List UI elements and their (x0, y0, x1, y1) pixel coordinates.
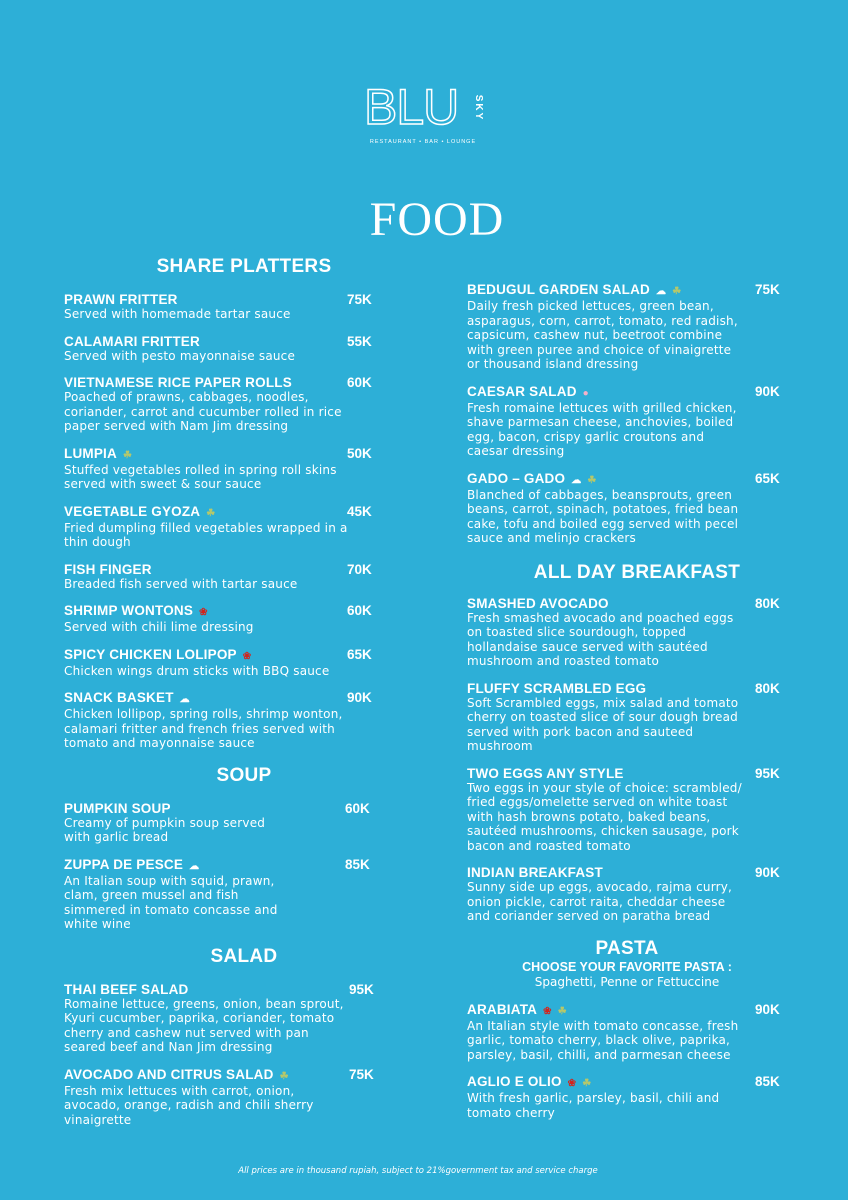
chef-hat-icon: ☁ (189, 860, 200, 872)
menu-item-price: 50K (347, 445, 372, 461)
menu-item-name-text: INDIAN BREAKFAST (467, 865, 603, 880)
logo-tagline: RESTAURANT • BAR • LOUNGE (369, 139, 477, 145)
vegetarian-icon: ☘ (557, 1005, 567, 1017)
salad-right-list (467, 282, 827, 546)
chili-icon: ❀ (242, 650, 252, 662)
page-title: FOOD (369, 193, 505, 246)
menu-item (467, 471, 827, 546)
menu-item (64, 446, 424, 492)
menu-item-description: Stuffed vegetables rolled in spring roll skins served with sweet & sour sauce (64, 462, 337, 491)
menu-item-price: 75K (347, 292, 372, 307)
chili-icon: ❀ (199, 607, 208, 618)
menu-item-name-text: CAESAR SALAD (467, 383, 577, 399)
pork-icon: ● (582, 387, 589, 399)
chef-hat-icon: ☁ (656, 286, 667, 297)
vegetarian-icon: ☘ (279, 1070, 289, 1082)
vegetarian-icon: ☘ (206, 507, 216, 519)
menu-item-name-text: ZUPPA DE PESCE (64, 856, 184, 872)
breakfast-list (467, 596, 827, 924)
menu-item-name-text: ARABIATA (467, 1001, 538, 1017)
menu-item-name (64, 801, 424, 816)
section-title-salad: SALAD (210, 945, 278, 967)
vegetarian-icon: ☘ (122, 449, 133, 461)
menu-item-price: 60K (347, 603, 372, 618)
menu-item-description: Sunny side up eggs, avocado, rajma curry, onion pickle, carrot raita, cheddar cheese and coriander served on paratha bread (467, 880, 733, 923)
left-column (64, 256, 424, 1139)
menu-item-description: An Italian soup with squid, prawn, clam, green mussel and fish simmered in tomato concasse and white wine (64, 873, 278, 931)
menu-item-description: Poached of prawns, cabbages, noodles, coriander, carrot and cucumber rolled in rice paper served with Nam Jim dressing (64, 390, 342, 433)
menu-item-price: 95K (755, 765, 780, 781)
section-title-pasta: PASTA (595, 937, 659, 959)
menu-item-price: 75K (755, 282, 780, 297)
chef-hat-icon: ☁ (179, 694, 190, 705)
menu-item-name-text: BEDUGUL GARDEN SALAD (467, 282, 651, 297)
menu-item-description: Daily fresh picked lettuces, green bean, asparagus, corn, carrot, tomato, red radish, capsicum, cashew nut, beetroot combine with green puree and choice of vinaigrette or thousand island dressing (467, 299, 738, 371)
menu-item (64, 292, 424, 322)
menu-item-description: Served with pesto mayonnaise sauce (64, 348, 296, 363)
vegetarian-icon: ☘ (582, 1078, 592, 1089)
logo-main-text: BLU (364, 79, 459, 135)
menu-item-description: Romaine lettuce, greens, onion, bean sprout, Kyuri cucumber, paprika, coriander, tomato cherry and cashew nut served with pan seared beef and Nan Jim dressing (64, 996, 344, 1054)
section-title-breakfast: ALL DAY BREAKFAST (533, 561, 741, 583)
menu-item-price: 65K (347, 646, 372, 662)
menu-item-name-text: PRAWN FRITTER (64, 292, 178, 307)
menu-item-name-text: SPICY CHICKEN LOLIPOP (64, 646, 237, 662)
menu-item-name-text: GADO – GADO (467, 470, 566, 486)
menu-item-name-text: SNACK BASKET (64, 690, 174, 705)
menu-item (467, 596, 827, 669)
menu-item (64, 982, 424, 1055)
menu-item-description: Soft Scrambled eggs, mix salad and tomato cherry on toasted slice of sour dough bread served with pork bacon and sauteed mushroom (467, 695, 739, 753)
menu-item-description: Blanched of cabbages, beansprouts, green beans, carrot, spinach, potatoes, fried bean cake, tofu and boiled egg served with pecel sauce and melinjo crackers (467, 487, 739, 545)
vegetarian-icon: ☘ (587, 474, 597, 486)
menu-item-price: 45K (347, 503, 372, 519)
menu-item (467, 865, 827, 924)
menu-item-description: Fried dumpling filled vegetables wrapped in a thin dough (64, 520, 348, 549)
footer-note: All prices are in thousand rupiah, subject to 21%government tax and service charge (238, 1166, 598, 1176)
menu-item (64, 857, 424, 932)
menu-item-name-text: AVOCADO AND CITRUS SALAD (64, 1066, 274, 1082)
menu-item-name-text: VEGETABLE GYOZA (64, 503, 201, 519)
menu-item (467, 1002, 827, 1063)
menu-item (64, 1067, 424, 1128)
menu-item-description: Fresh mix lettuces with carrot, onion, avocado, orange, radish and chili sherry vinaigrette (64, 1083, 314, 1127)
menu-item-name-text: FISH FINGER (64, 561, 152, 577)
chili-icon: ❀ (543, 1005, 552, 1017)
menu-item-price: 70K (347, 561, 372, 577)
menu-item-description: Served with chili lime dressing (64, 620, 254, 634)
chef-hat-icon: ☁ (571, 474, 582, 486)
right-column (467, 282, 827, 1132)
menu-item-price: 80K (755, 595, 780, 611)
menu-item (64, 334, 424, 364)
menu-item-name-text: TWO EGGS ANY STYLE (467, 765, 624, 781)
menu-item-description: With fresh garlic, parsley, basil, chili and tomato cherry (467, 1091, 720, 1120)
menu-item-price: 75K (349, 1066, 374, 1082)
menu-item-description: Chicken wings drum sticks with BBQ sauce (64, 663, 330, 678)
menu-item-name (64, 857, 424, 874)
pasta-choices: Spaghetti, Penne or Fettuccine (534, 974, 720, 989)
menu-item-price: 60K (345, 800, 370, 816)
menu-item-description: An Italian style with tomato concasse, fresh garlic, tomato cherry, black olive, paprika, parsley, basil, chilli, and parmesan cheese (467, 1018, 739, 1062)
menu-item-description: Creamy of pumpkin soup served with garlic bread (64, 815, 266, 844)
menu-item-description: Fresh romaine lettuces with grilled chicken, shave parmesan cheese, anchovies, boiled egg, bacon, crispy garlic croutons and caesar dressing (467, 400, 737, 458)
menu-item-price: 85K (345, 856, 370, 872)
menu-item-price: 85K (755, 1074, 780, 1089)
salad-list (64, 982, 424, 1128)
vegetarian-icon: ☘ (672, 286, 682, 297)
pasta-subtitle: CHOOSE YOUR FAVORITE PASTA : (522, 959, 732, 974)
menu-item-description: Breaded fish served with tartar sauce (64, 576, 298, 591)
menu-item-description: Chicken lollipop, spring rolls, shrimp wonton, calamari fritter and french fries served with tomato and mayonnaise sauce (64, 707, 343, 750)
soup-list (64, 801, 424, 932)
menu-item-description: Fresh smashed avocado and poached eggs on toasted slice sourdough, topped hollandaise sauce served with sautéed mushroom and roasted tomato (467, 610, 734, 668)
menu-item (64, 690, 424, 751)
menu-item-name-text: AGLIO E OLIO (467, 1074, 562, 1089)
menu-item (467, 282, 827, 372)
menu-item (467, 1074, 827, 1120)
menu-item (64, 801, 424, 845)
section-title-share-platters: SHARE PLATTERS (156, 256, 332, 277)
menu-item-price: 90K (755, 383, 780, 399)
menu-item-price: 90K (755, 865, 780, 880)
share-platters-list (64, 292, 424, 751)
menu-item-price: 80K (755, 680, 780, 696)
menu-item-name-text: LUMPIA (64, 445, 117, 461)
menu-item (64, 504, 424, 550)
menu-item-name-text: PUMPKIN SOUP (64, 800, 171, 816)
menu-item-description: Two eggs in your style of choice: scrambled/ fried eggs/omelette served on white toast with hash browns potato, baked beans, sautéed mushrooms, chicken sausage, pork bacon and roasted tomato (467, 780, 742, 853)
menu-item (467, 766, 827, 854)
menu-item (64, 375, 424, 434)
menu-item (467, 384, 827, 459)
menu-item-price: 90K (347, 690, 372, 705)
menu-item-price: 95K (349, 981, 374, 997)
menu-item (467, 681, 827, 754)
menu-item-name-text: SMASHED AVOCADO (467, 595, 609, 611)
menu-item-name-text: VIETNAMESE RICE PAPER ROLLS (64, 375, 292, 390)
logo (0, 79, 848, 156)
menu-item (64, 603, 424, 635)
chili-icon: ❀ (567, 1078, 577, 1089)
menu-item-name-text: THAI BEEF SALAD (64, 981, 189, 997)
menu-item-price: 60K (347, 375, 372, 390)
menu-item (64, 562, 424, 592)
menu-item-name-text: CALAMARI FRITTER (64, 333, 200, 349)
menu-item-name-text: FLUFFY SCRAMBLED EGG (467, 680, 647, 696)
menu-item-price: 55K (347, 333, 372, 349)
menu-item-name-text: SHRIMP WONTONS (64, 603, 194, 618)
menu-item-price: 90K (755, 1001, 780, 1017)
section-title-soup: SOUP (216, 764, 272, 786)
logo-side-text: SKY (473, 94, 484, 122)
pasta-list (467, 1002, 827, 1121)
menu-item-description: Served with homemade tartar sauce (64, 307, 291, 321)
menu-item-price: 65K (755, 470, 780, 486)
menu-item (64, 647, 424, 679)
